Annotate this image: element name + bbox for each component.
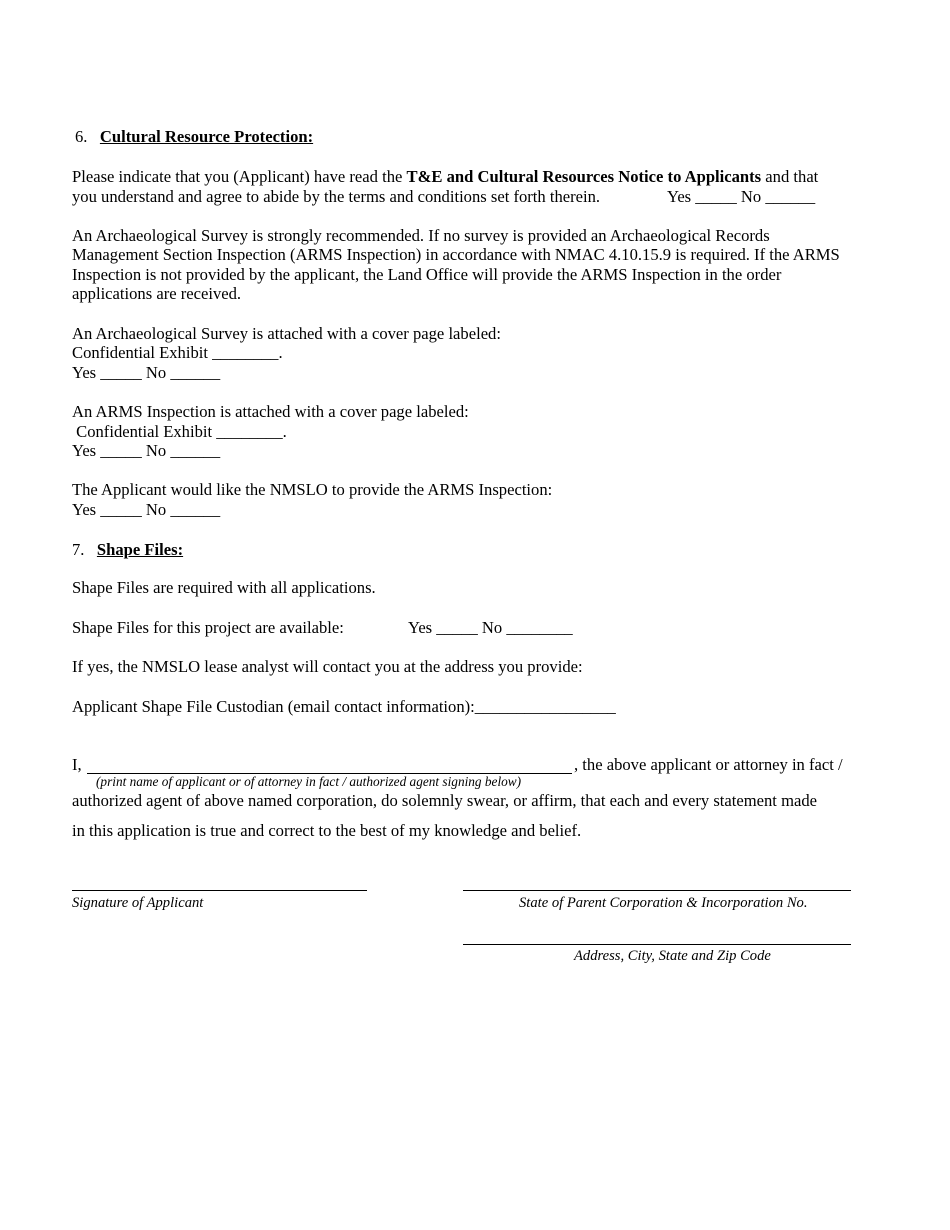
section-7-number: 7. [72, 540, 85, 559]
address-line[interactable] [463, 944, 851, 945]
notice-title: T&E and Cultural Resources Notice to Applicants [406, 167, 762, 186]
contact-note: If yes, the NMSLO lease analyst will contact you at the address you provide: [72, 657, 583, 676]
address-label: Address, City, State and Zip Code [574, 948, 771, 964]
notice-text-post: and that [761, 167, 819, 186]
applicant-signature-line[interactable] [72, 890, 367, 891]
nmslo-provide-text: The Applicant would like the NMSLO to provide the ARMS Inspection: [72, 480, 553, 499]
notice-line-2: you understand and agree to abide by the terms and conditions set forth therein. [72, 187, 601, 206]
shape-files-available-label: Shape Files for this project are available: [72, 618, 344, 637]
section-6-number: 6. [75, 127, 88, 146]
survey-paragraph-line-2: Management Section Inspection (ARMS Inspection) in accordance with NMAC 4.10.15.9 is required. If the ARMS [72, 245, 840, 264]
print-name-hint: (print name of applicant or of attorney in fact / authorized agent signing below) [96, 774, 522, 789]
arms-exhibit-field[interactable]: Confidential Exhibit ________. [72, 422, 287, 441]
affidavit-line-3: in this application is true and correct to the best of my knowledge and belief. [72, 821, 582, 840]
affidavit-prefix: I, [72, 755, 82, 774]
survey-attached-text: An Archaeological Survey is attached with a cover page labeled: [72, 324, 501, 343]
arms-attached-text: An ARMS Inspection is attached with a cover page labeled: [72, 402, 469, 421]
shape-files-yes-no-field[interactable]: Yes _____ No ________ [408, 618, 573, 637]
notice-text-pre: Please indicate that you (Applicant) have read the [72, 167, 407, 186]
notice-yes-no-field[interactable]: Yes _____ No ______ [667, 187, 816, 206]
section-6-heading [75, 127, 313, 147]
section-7-heading [72, 540, 183, 560]
survey-paragraph-line-1: An Archaeological Survey is strongly recommended. If no survey is provided an Archaeological Records [72, 226, 770, 245]
survey-paragraph-line-4: applications are received. [72, 284, 242, 303]
applicant-signature-label: Signature of Applicant [72, 895, 204, 911]
state-incorporation-label: State of Parent Corporation & Incorporation No. [519, 895, 808, 911]
affidavit-line-2: authorized agent of above named corporation, do solemnly swear, or affirm, that each and every statement made [72, 791, 818, 810]
section-6-title: Cultural Resource Protection: [99, 127, 314, 146]
nmslo-yes-no-field[interactable]: Yes _____ No ______ [72, 500, 221, 519]
arms-yes-no-field[interactable]: Yes _____ No ______ [72, 441, 221, 460]
custodian-field[interactable]: Applicant Shape File Custodian (email contact information):_________________ [72, 697, 616, 716]
state-incorporation-line[interactable] [463, 890, 851, 891]
affidavit-suffix: , the above applicant or attorney in fact / [574, 755, 843, 774]
notice-line-1 [72, 167, 818, 187]
survey-yes-no-field[interactable]: Yes _____ No ______ [72, 363, 221, 382]
survey-paragraph-line-3: Inspection is not provided by the applicant, the Land Office will provide the ARMS Inspection in the order [72, 265, 782, 284]
section-7-title: Shape Files: [96, 540, 184, 559]
shape-files-required: Shape Files are required with all applications. [72, 578, 376, 597]
survey-exhibit-field[interactable]: Confidential Exhibit ________. [72, 343, 283, 362]
